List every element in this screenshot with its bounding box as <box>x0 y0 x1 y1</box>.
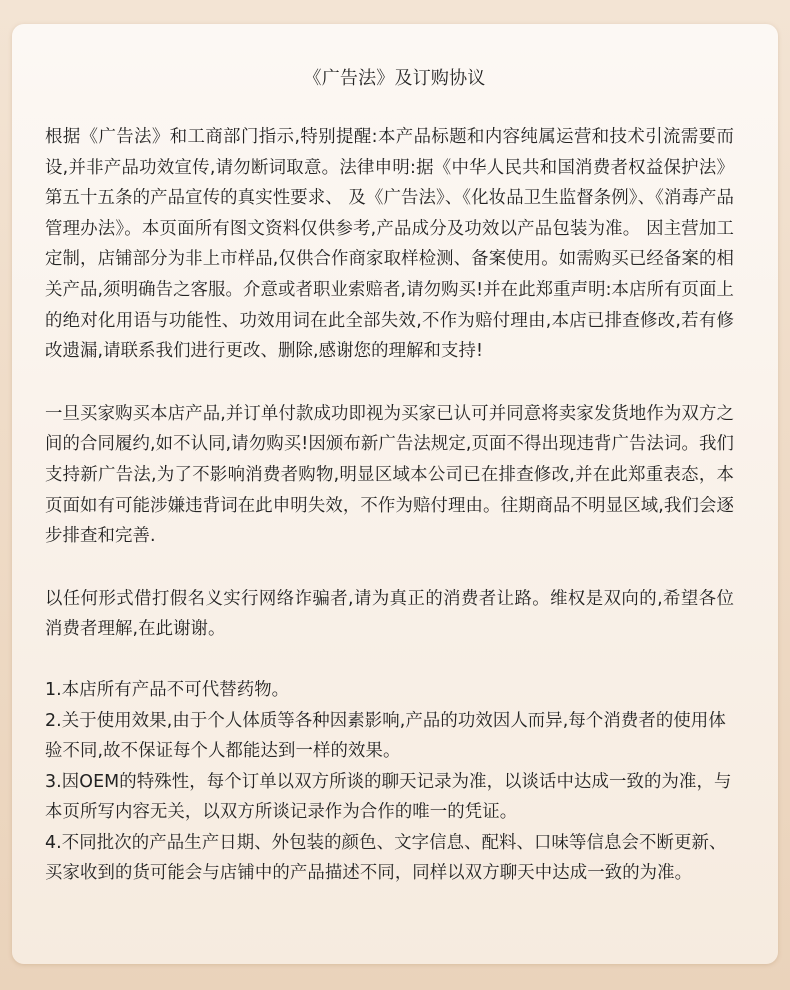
agreement-card <box>12 24 778 964</box>
terms-item-1: 1.本店所有产品不可代替药物。 <box>45 679 290 700</box>
paragraph-spacer <box>45 367 734 399</box>
document-title: 《广告法》及订购协议 <box>303 68 486 89</box>
terms-item-2: 2.关于使用效果,由于个人体质等各种因素影响,产品的功效因人而异,每个消费者的使用体验不同,故不保证每个人都能达到一样的效果。 <box>45 710 726 762</box>
anti-fraud-paragraph: 以任何形式借打假名义实行网络诈骗者,请为真正的消费者让路。维权是双向的,希望各位消费者理解,在此谢谢。 <box>45 588 734 640</box>
terms-list <box>45 675 734 889</box>
purchase-agreement-paragraph: 一旦买家购买本店产品,并订单付款成功即视为买家已认可并同意将卖家发货地作为双方之间的合同履约,如不认同,请勿购买!因颁布新广告法规定,页面不得出现违背广告法词。我们支持新广告法,为了不影响消费者购物,明显区域本公司已在排查修改,并在此郑重表态，本页面如有可能涉嫌违背词在此申明失效，不作为赔付理由。往期商品不明显区域,我们会逐步排查和完善. <box>45 403 734 547</box>
terms-item-4: 4.不同批次的产品生产日期、外包装的颜色、文字信息、配料、口味等信息会不断更新、买家收到的货可能会与店铺中的产品描述不同，同样以双方聊天中达成一致的为准。 <box>45 832 727 884</box>
paragraph-spacer <box>45 552 734 584</box>
terms-item-3: 3.因OEM的特殊性，每个订单以双方所谈的聊天记录为准，以谈话中达成一致的为准，与本页所写内容无关，以双方所谈记录作为合作的唯一的凭证。 <box>45 771 732 823</box>
legal-notice-paragraph: 根据《广告法》和工商部门指示,特别提醒:本产品标题和内容纯属运营和技术引流需要而设,并非产品功效宣传,请勿断词取意。法律申明:据《中华人民共和国消费者权益保护法》第五十五条的产品宣传的真实性要求、 及《广告法》、《化妆品卫生监督条例》、《消毒产品管理办法》。本页面所有图文资料仅供参考,产品成分及功效以产品包装为准。 因主营加工定制，店铺部分为非上市样品,仅供合作商家取样检测、备案使用。如需购买已经备案的相关产品,须明确告之客服。介意或者职业索赔者,请勿购买!并在此郑重声明:本店所有页面上的绝对化用语与功能性、功效用词在此全部失效,不作为赔付理由,本店已排查修改,若有修改遗漏,请联系我们进行更改、删除,感谢您的理解和支持! <box>45 127 734 362</box>
paragraph-spacer <box>45 645 734 675</box>
